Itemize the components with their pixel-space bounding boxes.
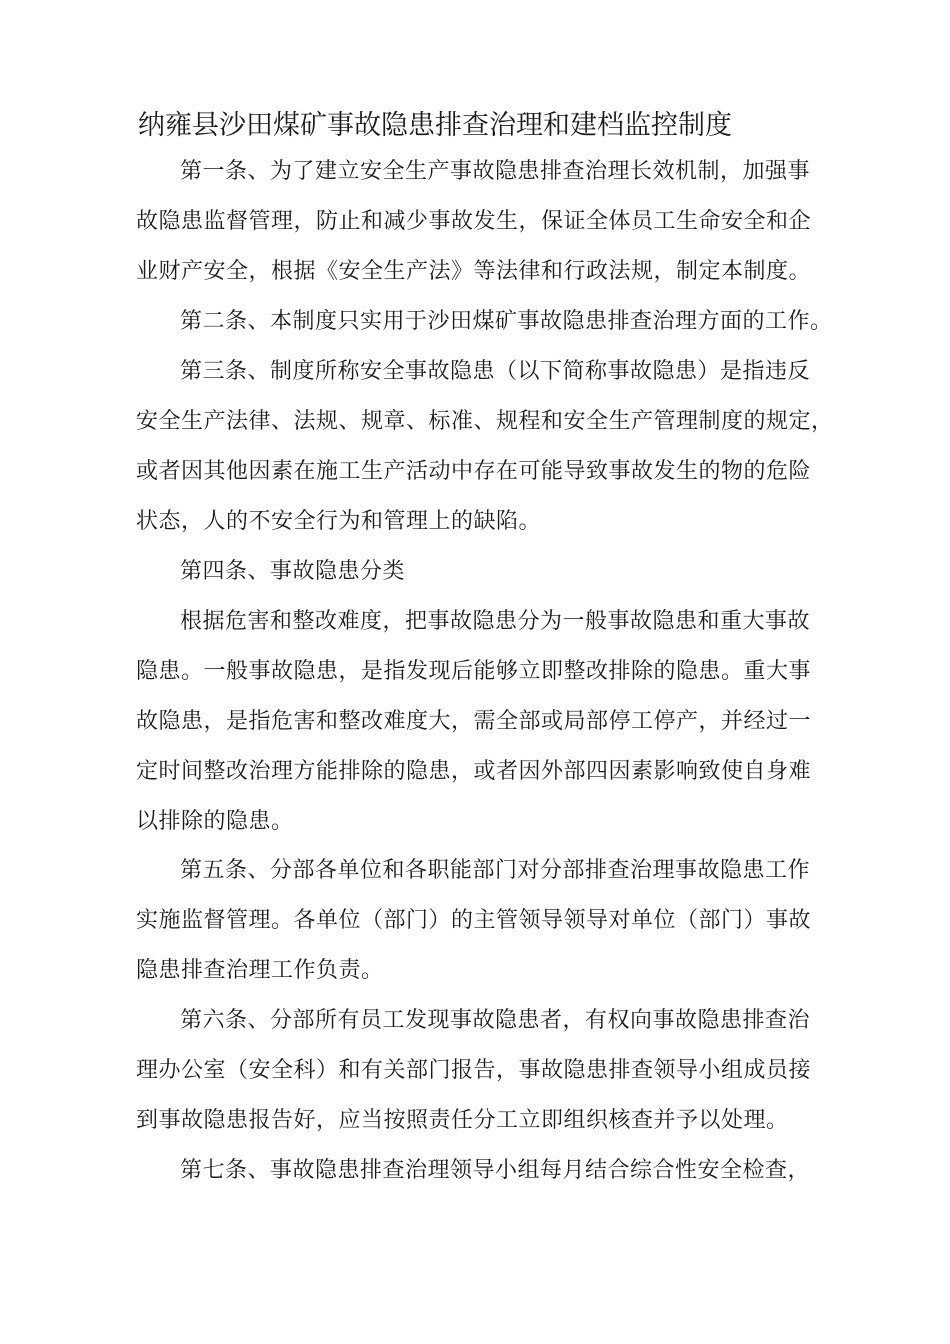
text-line: 以排除的隐患。 [136,809,294,834]
text-line: 实施监督管理。各单位（部门）的主管领导领导对单位（部门）事故 [136,908,812,933]
text-line: 故隐患监督管理，防止和减少事故发生，保证全体员工生命安全和企 [136,209,812,234]
text-line: 第二条、本制度只实用于沙田煤矿事故隐患排查治理方面的工作。 [180,309,833,334]
article-5 [136,846,828,996]
article-1 [136,147,828,297]
article-7 [136,1146,828,1196]
text-line: 第一条、为了建立安全生产事故隐患排查治理长效机制，加强事 [180,159,811,184]
article-3 [136,347,834,547]
text-line: 第七条、事故隐患排查治理领导小组每月结合综合性安全检查， [180,1158,811,1183]
text-line: 隐患排查治理工作负责。 [136,958,384,983]
text-line: 隐患。一般事故隐患，是指发现后能够立即整改排除的隐患。重大事 [136,659,812,684]
text-line: 状态，人的不安全行为和管理上的缺陷。 [136,509,542,534]
text-line: 根据危害和整改难度，把事故隐患分为一般事故隐患和重大事故 [180,609,811,634]
article-6 [136,996,828,1146]
text-line: 第五条、分部各单位和各职能部门对分部排查治理事故隐患工作 [180,858,811,883]
article-4-body [136,597,828,847]
text-line: 第四条、事故隐患分类 [180,559,406,584]
text-line: 第三条、制度所称安全事故隐患（以下简称事故隐患）是指违反 [180,359,811,384]
text-line: 第六条、分部所有员工发现事故隐患者，有权向事故隐患排查治 [180,1008,811,1033]
text-line: 到事故隐患报告好，应当按照责任分工立即组织核查并予以处理。 [136,1108,789,1133]
text-line: 理办公室（安全科）和有关部门报告，事故隐患排查领导小组成员接 [136,1058,812,1083]
text-line: 业财产安全，根据《安全生产法》等法律和行政法规，制定本制度。 [136,259,812,284]
document-title: 纳雍县沙田煤矿事故隐患排查治理和建档监控制度 [138,110,732,141]
article-4 [136,547,828,597]
text-line: 定时间整改治理方能排除的隐患，或者因外部四因素影响致使自身难 [136,759,812,784]
text-line: 安全生产法律、法规、规章、标准、规程和安全生产管理制度的规定， [136,409,834,434]
text-line: 或者因其他因素在施工生产活动中存在可能导致事故发生的物的危险 [136,459,812,484]
article-2 [136,297,833,347]
text-line: 故隐患，是指危害和整改难度大，需全部或局部停工停产，并经过一 [136,709,812,734]
